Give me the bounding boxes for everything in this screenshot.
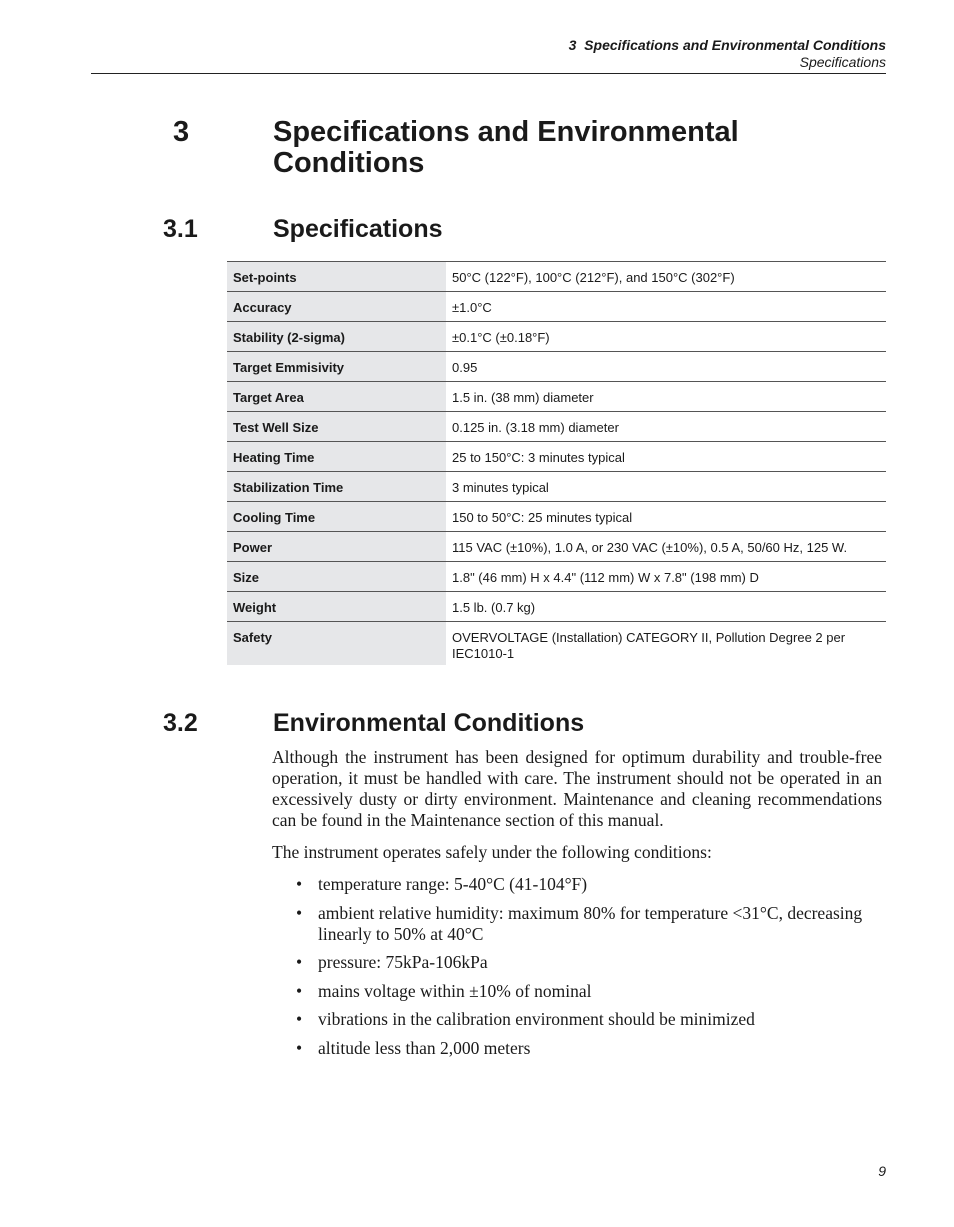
list-item — [272, 874, 872, 895]
bullet-icon: • — [296, 980, 303, 1001]
spec-label: Power — [227, 532, 446, 562]
bullet-icon: • — [296, 902, 303, 923]
chapter-title-line-1: Specifications and Environmental — [273, 116, 739, 148]
section-heading-environmental — [163, 708, 883, 738]
spec-row — [227, 562, 886, 592]
spec-label: Heating Time — [227, 442, 446, 472]
list-item — [272, 981, 872, 1002]
condition-text: pressure: 75kPa-106kPa — [318, 952, 488, 972]
running-header-chapter: 3 Specifications and Environmental Conditions — [568, 37, 886, 53]
spec-value: ±1.0°C — [446, 292, 886, 322]
section-number: 3.1 — [163, 215, 198, 243]
spec-row — [227, 412, 886, 442]
spec-label: Stability (2-sigma) — [227, 322, 446, 352]
section-title: Specifications — [273, 215, 443, 243]
list-item — [272, 1038, 872, 1059]
bullet-icon: • — [296, 1037, 303, 1058]
section-number: 3.2 — [163, 709, 198, 737]
spec-label: Size — [227, 562, 446, 592]
spec-label: Target Emmisivity — [227, 352, 446, 382]
spec-row — [227, 622, 886, 666]
spec-row — [227, 262, 886, 292]
condition-text: vibrations in the calibration environment should be minimized — [318, 1009, 755, 1029]
spec-value: 0.95 — [446, 352, 886, 382]
spec-label: Cooling Time — [227, 502, 446, 532]
spec-value: 3 minutes typical — [446, 472, 886, 502]
spec-label: Safety — [227, 622, 446, 666]
chapter-number: 3 — [173, 116, 190, 148]
running-header — [91, 37, 886, 74]
page-number: 9 — [878, 1163, 886, 1179]
environment-paragraph: Although the instrument has been designed for optimum durability and trouble-free operation, it must be handled with care. The instrument should not be operated in an excessively dusty or dirty environment. Maintenance and cleaning recommendations can be found in the Maintenance section of this manual. — [272, 747, 882, 830]
bullet-icon: • — [296, 952, 303, 972]
condition-text: altitude less than 2,000 meters — [318, 1037, 531, 1058]
spec-label: Weight — [227, 592, 446, 622]
condition-text: temperature range: 5-40°C (41-104°F) — [318, 874, 588, 894]
conditions-intro: The instrument operates safely under the following conditions: — [272, 842, 712, 862]
spec-row — [227, 532, 886, 562]
spec-value: 25 to 150°C: 3 minutes typical — [446, 442, 886, 472]
spec-row — [227, 322, 886, 352]
conditions-list — [272, 874, 872, 1066]
specifications-table — [227, 261, 886, 665]
spec-row — [227, 502, 886, 532]
spec-value: 0.125 in. (3.18 mm) diameter — [446, 412, 886, 442]
spec-label: Test Well Size — [227, 412, 446, 442]
spec-row — [227, 472, 886, 502]
spec-value: 115 VAC (±10%), 1.0 A, or 230 VAC (±10%), 0.5 A, 50/60 Hz, 125 W. — [446, 532, 886, 562]
section-title: Environmental Conditions — [273, 709, 585, 737]
condition-text: mains voltage within ±10% of nominal — [318, 980, 592, 1001]
spec-row — [227, 352, 886, 382]
chapter-heading — [163, 117, 883, 181]
list-item — [272, 952, 872, 973]
spec-label: Target Area — [227, 382, 446, 412]
spec-value: 1.8" (46 mm) H x 4.4" (112 mm) W x 7.8" (198 mm) D — [446, 562, 886, 592]
spec-row — [227, 292, 886, 322]
spec-value: 1.5 lb. (0.7 kg) — [446, 592, 886, 622]
list-item — [272, 1009, 872, 1030]
spec-label: Stabilization Time — [227, 472, 446, 502]
chapter-title-line-2: Conditions — [273, 147, 425, 179]
spec-row — [227, 592, 886, 622]
spec-value: ±0.1°C (±0.18°F) — [446, 322, 886, 352]
section-heading-specifications — [163, 214, 883, 244]
spec-value: 150 to 50°C: 25 minutes typical — [446, 502, 886, 532]
list-item — [272, 903, 872, 945]
spec-row — [227, 442, 886, 472]
condition-text: ambient relative humidity: maximum 80% for temperature <31°C, decreasing linearly to 50% at 40°C — [318, 902, 863, 944]
spec-label: Set-points — [227, 262, 446, 292]
spec-value: 1.5 in. (38 mm) diameter — [446, 382, 886, 412]
bullet-icon: • — [296, 874, 303, 894]
bullet-icon: • — [296, 1009, 303, 1029]
spec-value: OVERVOLTAGE (Installation) CATEGORY II, Pollution Degree 2 per IEC1010-1 — [446, 622, 886, 666]
spec-row — [227, 382, 886, 412]
spec-label: Accuracy — [227, 292, 446, 322]
spec-value: 50°C (122°F), 100°C (212°F), and 150°C (302°F) — [446, 262, 886, 292]
running-header-section: Specifications — [799, 54, 886, 70]
